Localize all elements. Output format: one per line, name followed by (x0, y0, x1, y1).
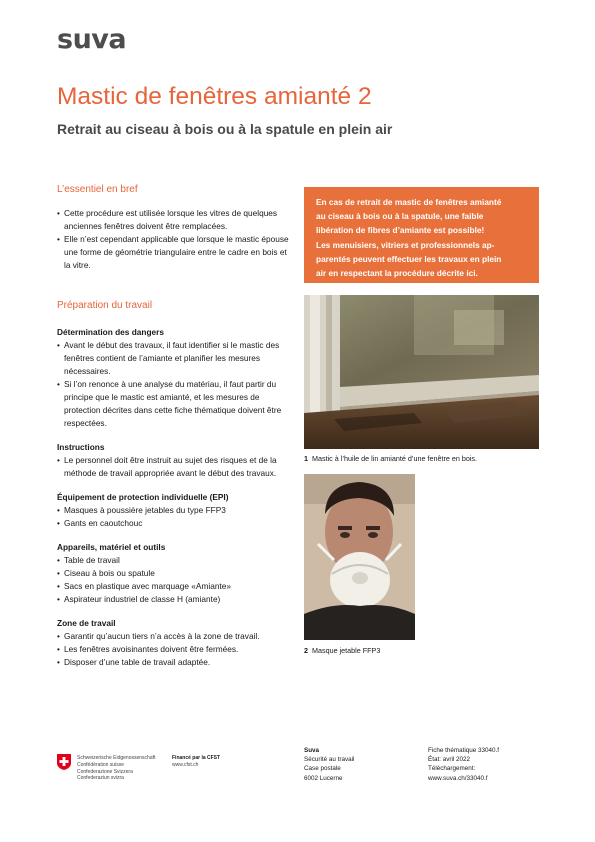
appareils-heading: Appareils, matériel et outils (57, 542, 166, 552)
confederation-line: Schweizerische Eidgenossenschaft (77, 755, 156, 761)
figure-1-number: 1 (304, 454, 308, 463)
page-subtitle: Retrait au ciseau à bois ou à la spatule en plein air (57, 121, 393, 137)
callout-line: En cas de retrait de mastic de fenêtres amianté (316, 197, 502, 207)
essentiel-list (57, 207, 289, 272)
list-item: • Table de travail (57, 554, 289, 567)
list-item: • Ciseau à bois ou spatule (57, 567, 289, 580)
address-line: Sécurité au travail (304, 756, 355, 764)
suva-logo: suva (57, 24, 127, 55)
confederation-line: Confédération suisse (77, 761, 124, 768)
financed-by (172, 755, 220, 769)
list-item: • Garantir qu’aucun tiers n’a accès à la zone de travail. (57, 630, 289, 643)
callout-line: parentés peuvent effectuer les travaux en plein (316, 253, 502, 264)
instructions-heading: Instructions (57, 442, 105, 452)
dangers-list (57, 339, 289, 430)
instructions-block (57, 442, 289, 480)
figure-1-caption (304, 454, 477, 463)
zone-list (57, 630, 289, 669)
list-item: • Masques à poussière jetables du type FFP3 (57, 504, 289, 517)
cfst-link[interactable]: www.cfst.ch (172, 761, 199, 768)
swiss-cross-icon (57, 754, 71, 770)
download-link[interactable]: www.suva.ch/33040.f (428, 774, 488, 782)
list-item: • Avant le début des travaux, il faut identifier si le mastic des fenêtres contient de l’amiante et planifier les mesures nécessaires. (57, 339, 289, 378)
preparation-heading: Préparation du travail (57, 300, 153, 311)
figure-2-number: 2 (304, 646, 308, 655)
window-putty-photo (304, 295, 539, 449)
epi-list (57, 504, 289, 530)
financed-label: Financé par la CFST (172, 755, 221, 761)
zone-heading: Zone de travail (57, 618, 116, 628)
appareils-list (57, 554, 289, 606)
page-title: Mastic de fenêtres amianté 2 (57, 83, 372, 110)
list-item: • Disposer d’une table de travail adaptée. (57, 656, 289, 669)
callout-line: libération de fibres d’amiante est possible! (316, 225, 485, 236)
essentiel-section (57, 184, 289, 272)
list-item: • Cette procédure est utilisée lorsque les vitres de quelques anciennes fenêtres doivent être remplacées. (57, 207, 289, 233)
fiche-number: Fiche thématique 33040.f (428, 747, 500, 754)
zone-block (57, 618, 289, 669)
address-line: Case postale (304, 765, 341, 773)
list-item: • Les fenêtres avoisinantes doivent être fermées. (57, 643, 289, 656)
callout-line: Les menuisiers, vitriers et professionnels ap- (316, 239, 495, 250)
download-label: Téléchargement: (428, 765, 476, 773)
dangers-block (57, 327, 289, 430)
list-item: • Gants en caoutchouc (57, 517, 289, 530)
figure-2-caption (304, 646, 380, 655)
epi-block (57, 492, 289, 530)
confederation-line: Confederaziun svizra (77, 775, 124, 782)
confederation-text (77, 755, 155, 782)
dangers-heading: Détermination des dangers (57, 327, 164, 337)
fiche-date: État: avril 2022 (428, 756, 471, 764)
appareils-block (57, 542, 289, 606)
suva-name: Suva (304, 747, 320, 754)
confederation-line: Confederazione Svizzera (77, 768, 133, 775)
callout-line: au ciseau à bois ou à la spatule, une faible (316, 211, 484, 222)
list-item: • Elle n’est cependant applicable que lorsque le mastic épouse une forme de géométrie triangulaire entre le cadre en bois et la vitre. (57, 233, 289, 272)
essentiel-heading: L’essentiel en bref (57, 184, 138, 195)
list-item: • Le personnel doit être instruit au sujet des risques et de la méthode de travail appropriée avant le début des travaux. (57, 454, 289, 480)
fiche-info (428, 746, 499, 783)
list-item: • Aspirateur industriel de classe H (amiante) (57, 593, 289, 606)
mask-photo (304, 474, 415, 640)
figure-1-text: Mastic à l’huile de lin amianté d’une fenêtre en bois. (312, 454, 478, 463)
figure-2-text: Masque jetable FFP3 (312, 646, 381, 655)
warning-callout (304, 187, 539, 283)
instructions-list (57, 454, 289, 480)
list-item: • Si l’on renonce à une analyse du matériau, il faut partir du principe que le mastic est amianté, et les mesures de protection décrites dans cette fiche thématique doivent être respectées. (57, 378, 289, 430)
callout-line: air en respectant la procédure décrite ici. (316, 268, 478, 279)
address-line: 6002 Lucerne (304, 774, 343, 782)
list-item: • Sacs en plastique avec marquage «Amiante» (57, 580, 289, 593)
epi-heading: Équipement de protection individuelle (EPI) (57, 492, 229, 502)
suva-address (304, 746, 354, 783)
left-column (57, 184, 289, 681)
